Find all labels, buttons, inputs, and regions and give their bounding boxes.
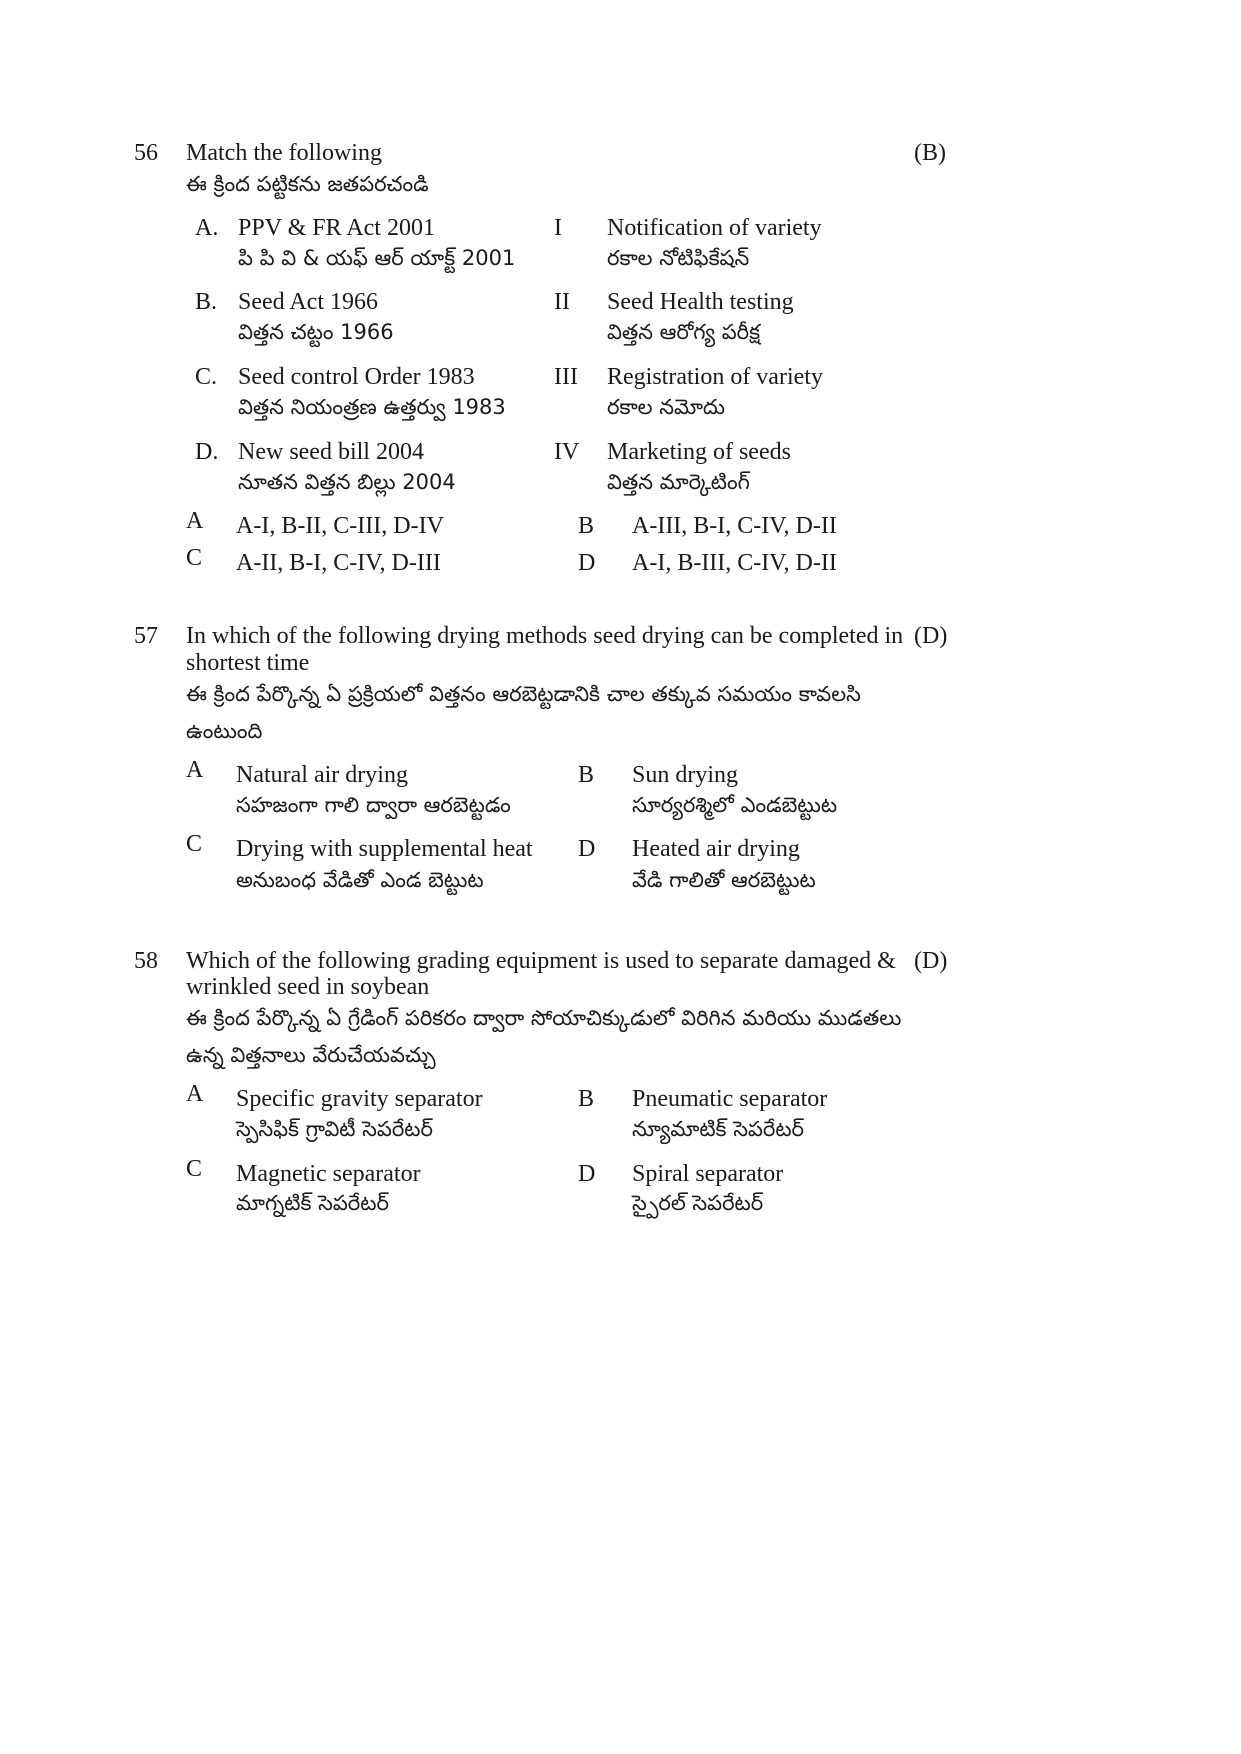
option-text: A-I, B-III, C-IV, D-II: [632, 550, 837, 576]
option-label: A: [186, 1081, 204, 1107]
match-left-label: A.: [195, 215, 219, 241]
match-right-label: III: [554, 364, 578, 390]
match-right-label: I: [554, 215, 562, 241]
match-left-en: PPV & FR Act 2001: [238, 215, 435, 241]
option-text: Spiral separator: [632, 1161, 784, 1187]
match-right-te: విత్తన ఆరోగ్య పరీక్ష: [607, 320, 761, 344]
option-label: A: [186, 757, 204, 783]
answer-key: (B): [914, 140, 946, 166]
option-text: Drying with supplemental heat: [236, 836, 533, 862]
option-text-te: స్పెసిఫిక్ గ్రావిటీ సెపరేటర్: [236, 1117, 433, 1141]
match-right-en: Notification of variety: [607, 215, 822, 241]
option-text-te: సూర్యరశ్మిలో ఎండబెట్టుట: [632, 793, 838, 817]
option-text: Natural air drying: [236, 762, 408, 788]
option-text: A-II, B-I, C-IV, D-III: [236, 550, 441, 576]
option-label: D: [578, 1161, 596, 1187]
match-right-te: విత్తన మార్కెటింగ్: [607, 470, 750, 494]
match-right-en: Registration of variety: [607, 364, 823, 390]
option-label: D: [578, 836, 596, 862]
option-label: C: [186, 831, 203, 857]
option-text-te: స్పైరల్ సెపరేటర్: [632, 1191, 764, 1215]
match-left-te: విత్తన నియంత్రణ ఉత్తర్వు 1983: [238, 395, 506, 419]
answer-key: (D): [914, 948, 948, 974]
option-text: A-III, B-I, C-IV, D-II: [632, 513, 837, 539]
option-text: Sun drying: [632, 762, 739, 788]
option-label: B: [578, 1086, 595, 1112]
option-text: Heated air drying: [632, 836, 800, 862]
question-stem-en: In which of the following drying methods seed drying can be completed in: [186, 623, 904, 649]
question-number: 56: [134, 140, 158, 166]
option-text-te: వేడి గాలితో ఆరబెట్టుట: [632, 868, 816, 892]
option-text: Specific gravity separator: [236, 1086, 483, 1112]
question-stem-te: ఈ క్రింద పేర్కొన్న ఏ ప్రక్రియలో విత్తనం ఆరబెట్టడానికి చాల తక్కువ సమయం కావలసి: [186, 682, 861, 706]
question-stem-en: Which of the following grading equipment is used to separate damaged &: [186, 948, 896, 974]
match-left-label: C.: [195, 364, 218, 390]
option-label: C: [186, 545, 203, 571]
match-left-label: B.: [195, 289, 218, 315]
match-left-te: పి పి వి & యఫ్ ఆర్ యాక్ట్ 2001: [238, 246, 516, 270]
match-left-en: Seed Act 1966: [238, 289, 378, 315]
question-stem-en: wrinkled seed in soybean: [186, 974, 430, 1000]
match-left-te: విత్తన చట్టం 1966: [238, 320, 394, 344]
option-text-te: సహజంగా గాలి ద్వారా ఆరబెట్టడం: [236, 793, 511, 817]
question-stem-te: ఉంటుంది: [186, 719, 263, 743]
option-label: B: [578, 762, 595, 788]
option-text: Pneumatic separator: [632, 1086, 828, 1112]
match-left-en: New seed bill 2004: [238, 439, 424, 465]
question-number: 57: [134, 623, 158, 649]
question-number: 58: [134, 948, 158, 974]
question-stem-en: Match the following: [186, 140, 382, 166]
option-text-te: న్యూమాటిక్ సెపరేటర్: [632, 1117, 804, 1141]
option-label: A: [186, 508, 204, 534]
option-text: A-I, B-II, C-III, D-IV: [236, 513, 444, 539]
question-stem-te: ఈ క్రింద పేర్కొన్న ఏ గ్రేడింగ్ పరికరం ద్వారా సోయాచిక్కుడులో విరిగిన మరియు ముడతలు: [186, 1006, 902, 1030]
question-stem-te: ఈ క్రింద పట్టికను జతపరచండి: [186, 172, 429, 196]
match-right-label: IV: [554, 439, 580, 465]
match-right-en: Seed Health testing: [607, 289, 794, 315]
match-left-te: నూతన విత్తన బిల్లు 2004: [238, 470, 456, 494]
question-stem-te: ఉన్న విత్తనాలు వేరుచేయవచ్చు: [186, 1043, 436, 1067]
match-right-te: రకాల నమోదు: [607, 395, 726, 419]
match-left-label: D.: [195, 439, 219, 465]
option-label: D: [578, 550, 596, 576]
option-text: Magnetic separator: [236, 1161, 421, 1187]
match-right-label: II: [554, 289, 570, 315]
option-text-te: మాగ్నటిక్ సెపరేటర్: [236, 1191, 389, 1215]
match-right-en: Marketing of seeds: [607, 439, 791, 465]
answer-key: (D): [914, 623, 948, 649]
option-label: B: [578, 513, 595, 539]
match-right-te: రకాల నోటిఫికేషన్: [607, 246, 750, 270]
question-stem-en: shortest time: [186, 650, 310, 676]
option-text-te: అనుబంధ వేడితో ఎండ బెట్టుట: [236, 868, 484, 892]
match-left-en: Seed control Order 1983: [238, 364, 475, 390]
option-label: C: [186, 1156, 203, 1182]
